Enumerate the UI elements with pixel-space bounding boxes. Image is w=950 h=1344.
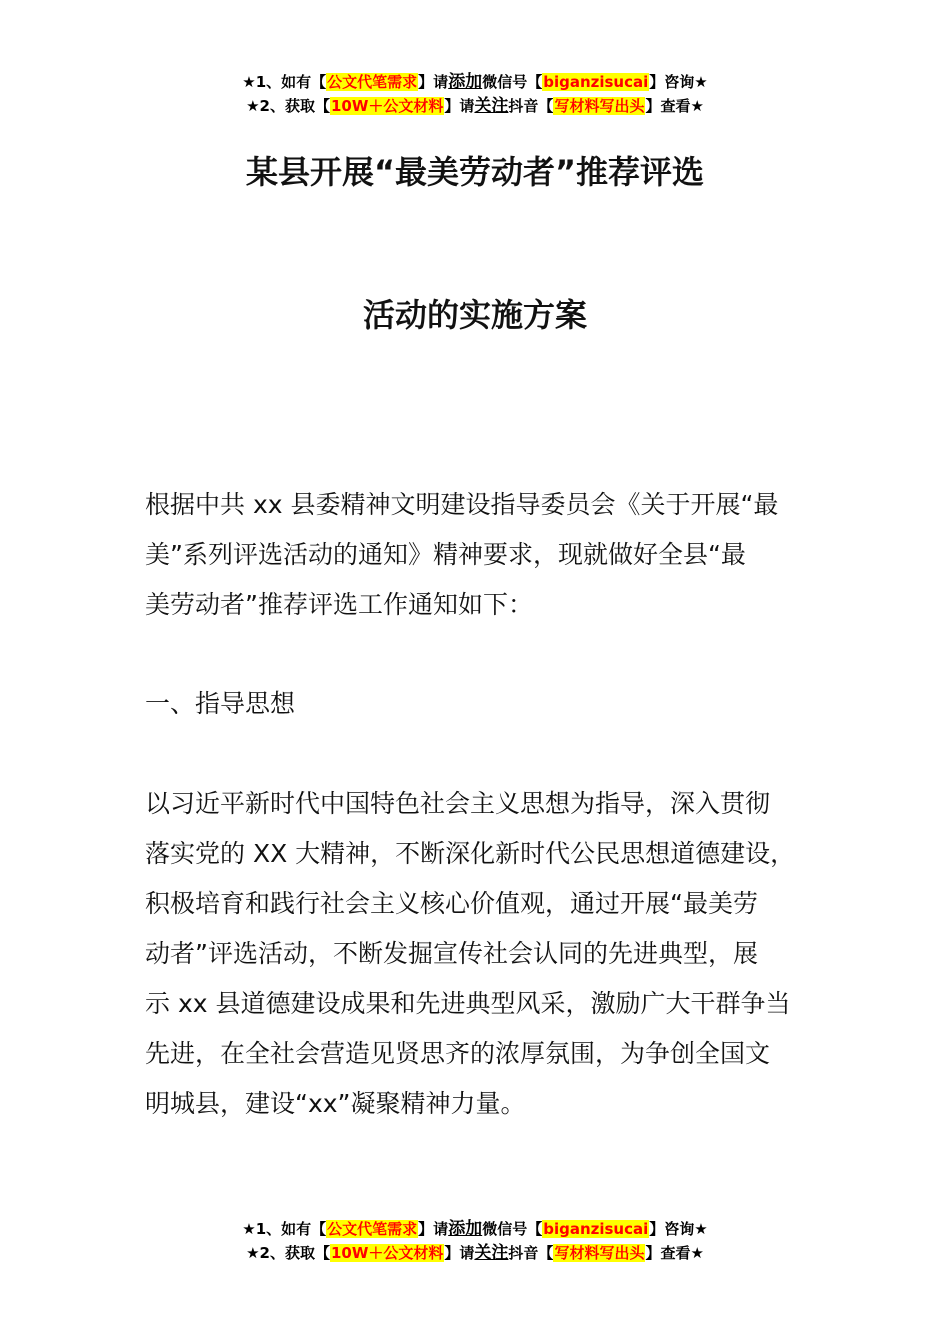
paragraph-line: 示 xx 县道德建设成果和先进典型风采，激励广大干群争当 (145, 989, 791, 1018)
promo-text: 】请 (418, 1220, 449, 1238)
paragraph-line: 以习近平新时代中国特色社会主义思想为指导，深入贯彻 (145, 789, 771, 818)
promo-text: 】咨询★ (649, 1220, 708, 1238)
promo-highlight: 写材料写出头 (554, 1244, 645, 1262)
promo-highlight: biganzisucai (543, 1220, 649, 1238)
promo-text: 】咨询★ (649, 73, 708, 91)
section-body (145, 779, 809, 1129)
promo-line-2 (0, 94, 950, 118)
paragraph-line: 动者”评选活动，不断发掘宣传社会认同的先进典型，展 (145, 939, 758, 968)
promo-text: 微信号【 (482, 1220, 543, 1238)
promo-highlight: 公文代笔需求 (327, 1220, 418, 1238)
promo-emphasis: 关注 (474, 1243, 509, 1263)
promo-text: ★2、获取【 (246, 97, 330, 115)
promo-line-2 (0, 1241, 950, 1265)
promo-text: 】查看★ (645, 97, 704, 115)
footer-promo (0, 1217, 950, 1265)
promo-text: 微信号【 (482, 73, 543, 91)
promo-line-1 (0, 1217, 950, 1241)
promo-text: 】请 (418, 73, 449, 91)
promo-text: 】请 (444, 97, 475, 115)
promo-text: ★2、获取【 (246, 1244, 330, 1262)
paragraph-line: 积极培育和践行社会主义核心价值观，通过开展“最美劳 (145, 889, 758, 918)
section-heading: 一、指导思想 (145, 689, 296, 718)
promo-line-1 (0, 70, 950, 94)
promo-text: 抖音【 (508, 1244, 554, 1262)
promo-text: 】查看★ (645, 1244, 704, 1262)
promo-highlight: biganzisucai (543, 73, 649, 91)
promo-emphasis: 添加 (448, 72, 483, 92)
promo-highlight: 公文代笔需求 (327, 73, 418, 91)
intro-paragraph (145, 480, 809, 630)
promo-highlight: 写材料写出头 (554, 97, 645, 115)
paragraph-line: 先进，在全社会营造见贤思齐的浓厚氛围，为争创全国文 (145, 1039, 771, 1068)
promo-text: ★1、如有【 (242, 73, 327, 91)
document-title-line-1: 某县开展“最美劳动者”推荐评选 (245, 153, 705, 191)
promo-emphasis: 关注 (474, 96, 509, 116)
promo-text: 抖音【 (508, 97, 554, 115)
promo-highlight: 10W＋公文材料 (330, 1244, 444, 1262)
paragraph-line: 明城县，建设“xx”凝聚精神力量。 (145, 1089, 526, 1118)
paragraph-line: 美劳动者”推荐评选工作通知如下： (145, 590, 533, 619)
promo-highlight: 10W＋公文材料 (330, 97, 444, 115)
promo-text: ★1、如有【 (242, 1220, 327, 1238)
paragraph-line: 落实党的 XX 大精神，不断深化新时代公民思想道德建设， (145, 839, 796, 868)
promo-emphasis: 添加 (448, 1219, 483, 1239)
paragraph-line: 美”系列评选活动的通知》精神要求，现就做好全县“最 (145, 540, 746, 569)
paragraph-line: 根据中共 xx 县委精神文明建设指导委员会《关于开展“最 (145, 490, 779, 519)
header-promo (0, 70, 950, 118)
promo-text: 】请 (444, 1244, 475, 1262)
document-title-line-2: 活动的实施方案 (362, 296, 587, 334)
